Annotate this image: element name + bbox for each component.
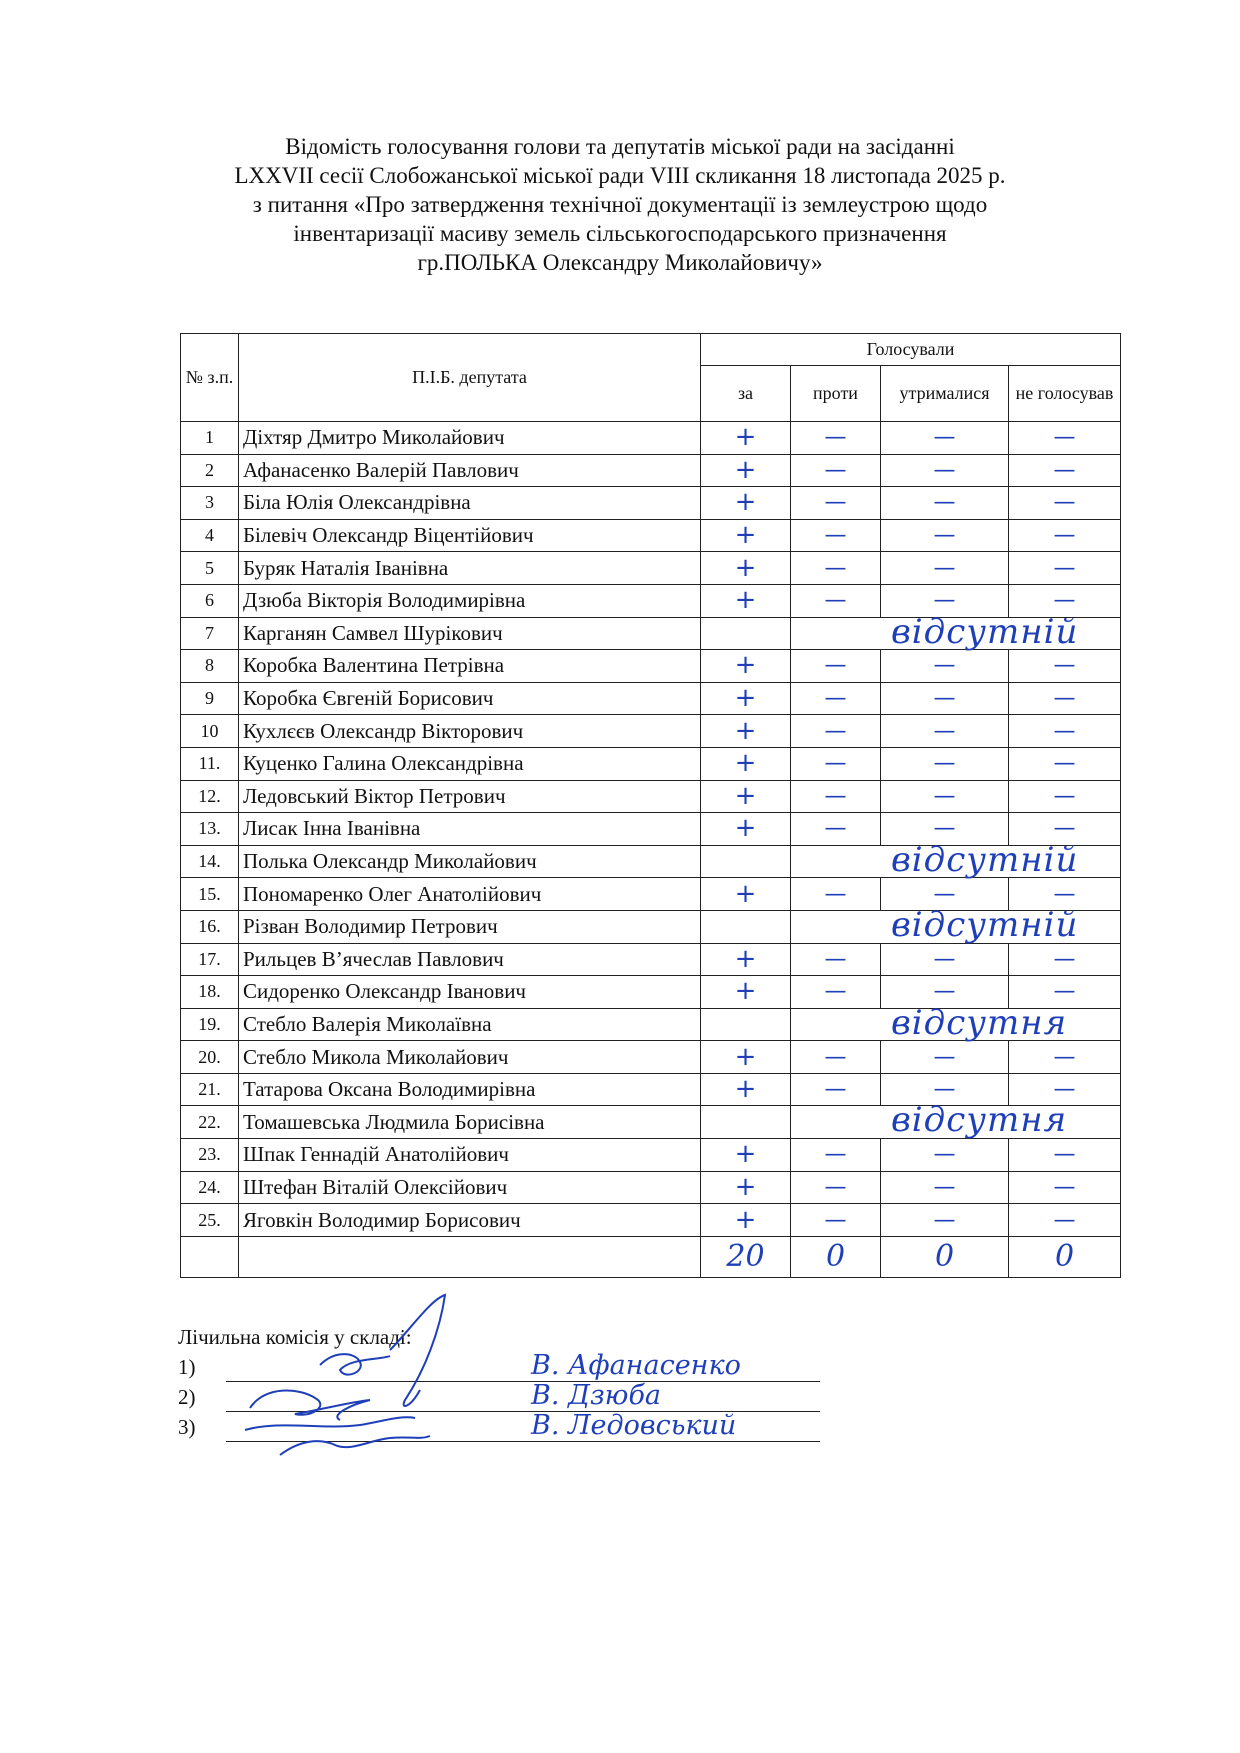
table-row (181, 1204, 1121, 1237)
deputy-name: Татарова Оксана Володимирівна (239, 1073, 701, 1106)
vote-against-cell (791, 584, 881, 617)
row-number: 25. (181, 1204, 239, 1237)
vote-against-mark: — (824, 1142, 847, 1168)
vote-not-voted-cell (1009, 552, 1121, 585)
member-name: В. Афанасенко (531, 1350, 741, 1381)
row-number: 23. (181, 1139, 239, 1172)
deputy-name: Дзюба Вікторія Володимирівна (239, 584, 701, 617)
vote-abstained-mark: — (933, 979, 956, 1005)
vote-not-voted-mark: — (1053, 881, 1076, 907)
vote-abstained-cell (881, 487, 1009, 520)
vote-against-mark: — (824, 686, 847, 712)
vote-against-cell (791, 878, 881, 911)
row-number: 9 (181, 682, 239, 715)
absent-note: відсутня (891, 1100, 1068, 1141)
table-row (181, 910, 1121, 943)
vote-for-mark: + (734, 454, 757, 485)
vote-not-voted-cell (1009, 1204, 1121, 1237)
deputy-name: Стебло Микола Миколайович (239, 1041, 701, 1074)
vote-against-cell (791, 813, 881, 846)
deputy-name: Лисак Інна Іванівна (239, 813, 701, 846)
vote-against-mark: — (824, 588, 847, 614)
total-against: 0 (791, 1236, 881, 1277)
deputy-name: Діхтяр Дмитро Миколайович (239, 422, 701, 455)
vote-abstained-mark: — (933, 1142, 956, 1168)
table-row (181, 422, 1121, 455)
vote-not-voted-mark: — (1053, 1077, 1076, 1103)
vote-against-cell (791, 943, 881, 976)
vote-not-voted-mark: — (1053, 783, 1076, 809)
vote-abstained-cell (881, 1139, 1009, 1172)
total-not-voted: 0 (1009, 1236, 1121, 1277)
vote-abstained-mark: — (933, 653, 956, 679)
table-row (181, 845, 1121, 878)
signature-stroke (250, 1390, 370, 1420)
vote-abstained-cell (881, 682, 1009, 715)
row-number: 19. (181, 1008, 239, 1041)
vote-against-mark: — (824, 979, 847, 1005)
row-number: 5 (181, 552, 239, 585)
vote-against-mark: — (824, 718, 847, 744)
vote-for-cell (701, 780, 791, 813)
row-number: 1 (181, 422, 239, 455)
vote-not-voted-mark: — (1053, 1044, 1076, 1070)
vote-not-voted-mark: — (1053, 1142, 1076, 1168)
vote-not-voted-mark: — (1053, 490, 1076, 516)
deputy-name: Кухлєєв Олександр Вікторович (239, 715, 701, 748)
vote-for-cell (701, 1041, 791, 1074)
absent-cell (791, 611, 1121, 652)
row-number: 7 (181, 617, 239, 650)
member-index: 3) (178, 1415, 196, 1439)
absent-note: відсутній (891, 904, 1079, 945)
vote-abstained-cell (881, 780, 1009, 813)
vote-not-voted-cell (1009, 1041, 1121, 1074)
absent-note: відсутній (891, 611, 1079, 652)
vote-abstained-cell (881, 1041, 1009, 1074)
vote-abstained-mark: — (933, 946, 956, 972)
vote-against-cell (791, 1171, 881, 1204)
vote-for-cell (701, 747, 791, 780)
absent-cell (791, 1002, 1121, 1043)
vote-abstained-cell (881, 943, 1009, 976)
commission-label: Лічильна комісія у складі: (178, 1325, 412, 1349)
vote-for-cell (701, 1008, 791, 1041)
table-row (181, 715, 1121, 748)
vote-for-cell (701, 976, 791, 1009)
row-number: 24. (181, 1171, 239, 1204)
deputy-name: Шпак Геннадій Анатолійович (239, 1139, 701, 1172)
vote-abstained-mark: — (933, 555, 956, 581)
vote-against-mark: — (824, 425, 847, 451)
deputy-name: Біла Юлія Олександрівна (239, 487, 701, 520)
vote-against-mark: — (824, 881, 847, 907)
signature-stroke (245, 1417, 415, 1430)
vote-against-cell (791, 487, 881, 520)
title-line: з питання «Про затвердження технічної документації із землеустрою щодо (252, 192, 988, 217)
deputy-name: Карганян Самвел Шурікович (239, 617, 701, 650)
table-row (181, 487, 1121, 520)
vote-against-mark: — (824, 490, 847, 516)
vote-not-voted-cell (1009, 943, 1121, 976)
vote-abstained-mark: — (933, 490, 956, 516)
vote-for-cell (701, 878, 791, 911)
vote-abstained-mark: — (933, 816, 956, 842)
table-row (181, 1139, 1121, 1172)
row-number: 15. (181, 878, 239, 911)
vote-against-mark: — (824, 555, 847, 581)
vote-not-voted-cell (1009, 650, 1121, 683)
vote-for-mark: + (734, 422, 757, 453)
vote-not-voted-mark: — (1053, 946, 1076, 972)
deputy-name: Полька Олександр Миколайович (239, 845, 701, 878)
header-name: П.І.Б. депутата (239, 334, 701, 422)
vote-for-cell (701, 1073, 791, 1106)
vote-for-mark: + (734, 780, 757, 811)
vote-abstained-mark: — (933, 457, 956, 483)
signature-stroke (320, 1354, 390, 1374)
vote-not-voted-mark: — (1053, 425, 1076, 451)
vote-not-voted-cell (1009, 747, 1121, 780)
vote-for-mark: + (734, 976, 757, 1007)
vote-for-cell (701, 617, 791, 650)
vote-for-mark: + (734, 552, 757, 583)
vote-for-cell (701, 943, 791, 976)
vote-against-mark: — (824, 1174, 847, 1200)
vote-against-cell (791, 747, 881, 780)
vote-not-voted-mark: — (1053, 653, 1076, 679)
table-row (181, 519, 1121, 552)
row-number: 12. (181, 780, 239, 813)
table-row (181, 552, 1121, 585)
vote-against-cell (791, 1041, 881, 1074)
table-row (181, 1171, 1121, 1204)
vote-for-cell (701, 552, 791, 585)
row-number: 10 (181, 715, 239, 748)
vote-abstained-mark: — (933, 523, 956, 549)
deputy-name: Буряк Наталія Іванівна (239, 552, 701, 585)
vote-abstained-cell (881, 1171, 1009, 1204)
vote-not-voted-mark: — (1053, 751, 1076, 777)
vote-not-voted-cell (1009, 682, 1121, 715)
title-line: LXXVII сесії Слобожанської міської ради VIII скликання 18 листопада 2025 р. (234, 163, 1006, 188)
vote-for-mark: + (734, 1139, 757, 1170)
vote-not-voted-mark: — (1053, 588, 1076, 614)
table-row (181, 780, 1121, 813)
row-number: 14. (181, 845, 239, 878)
table-row (181, 1041, 1121, 1074)
vote-against-mark: — (824, 783, 847, 809)
vote-for-mark: + (734, 487, 757, 518)
row-number: 22. (181, 1106, 239, 1139)
table-row (181, 943, 1121, 976)
vote-against-cell (791, 650, 881, 683)
vote-abstained-mark: — (933, 718, 956, 744)
header-against: проти (791, 366, 881, 422)
vote-abstained-cell (881, 650, 1009, 683)
voting-table (180, 333, 1121, 1278)
row-number: 13. (181, 813, 239, 846)
vote-for-cell (701, 715, 791, 748)
row-number: 18. (181, 976, 239, 1009)
deputy-name: Сидоренко Олександр Іванович (239, 976, 701, 1009)
deputy-name: Рильцев В’ячеслав Павлович (239, 943, 701, 976)
vote-for-cell (701, 1139, 791, 1172)
vote-against-cell (791, 715, 881, 748)
vote-not-voted-mark: — (1053, 523, 1076, 549)
table-row (181, 454, 1121, 487)
vote-not-voted-mark: — (1053, 555, 1076, 581)
vote-not-voted-mark: — (1053, 1207, 1076, 1233)
vote-for-cell (701, 813, 791, 846)
vote-for-mark: + (734, 878, 757, 909)
header-for: за (701, 366, 791, 422)
vote-abstained-cell (881, 1204, 1009, 1237)
title-line: гр.ПОЛЬКА Олександру Миколайовичу» (417, 250, 823, 275)
vote-for-mark: + (734, 1074, 757, 1105)
signature-stroke (280, 1436, 430, 1455)
vote-for-mark: + (734, 1171, 757, 1202)
total-abstained: 0 (881, 1236, 1009, 1277)
vote-not-voted-cell (1009, 1139, 1121, 1172)
vote-for-cell (701, 584, 791, 617)
vote-for-cell (701, 422, 791, 455)
vote-not-voted-cell (1009, 454, 1121, 487)
vote-not-voted-cell (1009, 780, 1121, 813)
table-row (181, 747, 1121, 780)
vote-for-cell (701, 682, 791, 715)
totals-num-cell (181, 1236, 239, 1277)
table-row (181, 1106, 1121, 1139)
member-name: В. Ледовський (531, 1410, 737, 1441)
member-index: 2) (178, 1385, 196, 1409)
vote-against-mark: — (824, 523, 847, 549)
vote-abstained-mark: — (933, 1077, 956, 1103)
title-line: інвентаризації масиву земель сільськогосподарського призначення (293, 221, 947, 246)
vote-for-cell (701, 454, 791, 487)
absent-cell (791, 904, 1121, 945)
vote-for-cell (701, 487, 791, 520)
vote-abstained-cell (881, 715, 1009, 748)
header-num: № з.п. (181, 334, 239, 422)
total-for: 20 (701, 1236, 791, 1277)
absent-note: відсутня (891, 1002, 1068, 1043)
vote-not-voted-mark: — (1053, 1174, 1076, 1200)
vote-against-mark: — (824, 1044, 847, 1070)
vote-not-voted-mark: — (1053, 816, 1076, 842)
row-number: 21. (181, 1073, 239, 1106)
vote-against-cell (791, 422, 881, 455)
vote-against-cell (791, 552, 881, 585)
deputy-name: Білевіч Олександр Віцентійович (239, 519, 701, 552)
vote-for-mark: + (734, 520, 757, 551)
table-row (181, 617, 1121, 650)
vote-not-voted-cell (1009, 715, 1121, 748)
deputy-name: Коробка Валентина Петрівна (239, 650, 701, 683)
vote-for-cell (701, 519, 791, 552)
vote-for-mark: + (734, 1204, 757, 1235)
vote-for-mark: + (734, 650, 757, 681)
vote-against-mark: — (824, 751, 847, 777)
deputy-name: Афанасенко Валерій Павлович (239, 454, 701, 487)
vote-not-voted-cell (1009, 519, 1121, 552)
vote-for-mark: + (734, 813, 757, 844)
document-title (170, 132, 1070, 277)
vote-abstained-cell (881, 747, 1009, 780)
vote-against-cell (791, 519, 881, 552)
absent-cell (791, 1100, 1121, 1141)
deputy-name: Томашевська Людмила Борисівна (239, 1106, 701, 1139)
vote-for-cell (701, 650, 791, 683)
row-number: 11. (181, 747, 239, 780)
handwritten-signatures (240, 1290, 540, 1470)
row-number: 8 (181, 650, 239, 683)
vote-for-mark: + (734, 585, 757, 616)
vote-not-voted-cell (1009, 1171, 1121, 1204)
vote-not-voted-cell (1009, 487, 1121, 520)
table-row (181, 1008, 1121, 1041)
header-not-voted: не голосував (1009, 366, 1121, 422)
vote-abstained-mark: — (933, 1174, 956, 1200)
header-abstained: утрималися (881, 366, 1009, 422)
vote-for-cell (701, 1204, 791, 1237)
deputy-name: Коробка Євгеній Борисович (239, 682, 701, 715)
row-number: 4 (181, 519, 239, 552)
vote-against-mark: — (824, 946, 847, 972)
row-number: 17. (181, 943, 239, 976)
vote-not-voted-mark: — (1053, 979, 1076, 1005)
deputy-name: Стебло Валерія Миколаївна (239, 1008, 701, 1041)
vote-abstained-cell (881, 454, 1009, 487)
vote-abstained-cell (881, 519, 1009, 552)
header-voted: Голосували (701, 334, 1121, 366)
absent-cell (791, 839, 1121, 880)
deputy-name: Штефан Віталій Олексійович (239, 1171, 701, 1204)
signature-stroke (390, 1295, 445, 1406)
row-number: 3 (181, 487, 239, 520)
vote-against-cell (791, 976, 881, 1009)
vote-against-cell (791, 780, 881, 813)
totals-row (181, 1236, 1121, 1277)
row-number: 20. (181, 1041, 239, 1074)
vote-against-cell (791, 454, 881, 487)
table-row (181, 682, 1121, 715)
vote-not-voted-mark: — (1053, 718, 1076, 744)
vote-for-cell (701, 845, 791, 878)
vote-for-cell (701, 910, 791, 943)
vote-for-mark: + (734, 683, 757, 714)
vote-for-mark: + (734, 1041, 757, 1072)
member-index: 1) (178, 1355, 196, 1379)
vote-abstained-mark: — (933, 1207, 956, 1233)
vote-abstained-mark: — (933, 686, 956, 712)
vote-for-cell (701, 1106, 791, 1139)
row-number: 16. (181, 910, 239, 943)
vote-not-voted-mark: — (1053, 686, 1076, 712)
vote-abstained-mark: — (933, 1044, 956, 1070)
vote-for-cell (701, 1171, 791, 1204)
deputy-name: Пономаренко Олег Анатолійович (239, 878, 701, 911)
title-line: Відомість голосування голови та депутатів міської ради на засіданні (285, 134, 955, 159)
row-number: 2 (181, 454, 239, 487)
vote-for-mark: + (734, 943, 757, 974)
vote-not-voted-mark: — (1053, 457, 1076, 483)
vote-abstained-mark: — (933, 783, 956, 809)
table-row (181, 650, 1121, 683)
table-body (181, 422, 1121, 1237)
row-number: 6 (181, 584, 239, 617)
vote-against-cell (791, 1139, 881, 1172)
vote-abstained-mark: — (933, 425, 956, 451)
vote-against-mark: — (824, 457, 847, 483)
vote-not-voted-cell (1009, 422, 1121, 455)
deputy-name: Ледовський Віктор Петрович (239, 780, 701, 813)
vote-against-cell (791, 1204, 881, 1237)
deputy-name: Різван Володимир Петрович (239, 910, 701, 943)
deputy-name: Яговкін Володимир Борисович (239, 1204, 701, 1237)
vote-abstained-mark: — (933, 881, 956, 907)
vote-abstained-cell (881, 422, 1009, 455)
vote-abstained-mark: — (933, 751, 956, 777)
vote-for-mark: + (734, 748, 757, 779)
vote-against-mark: — (824, 653, 847, 679)
deputy-name: Куценко Галина Олександрівна (239, 747, 701, 780)
vote-against-cell (791, 1073, 881, 1106)
vote-against-cell (791, 682, 881, 715)
vote-against-mark: — (824, 1207, 847, 1233)
absent-note: відсутній (891, 839, 1079, 880)
totals-name-cell (239, 1236, 701, 1277)
vote-abstained-mark: — (933, 588, 956, 614)
member-name: В. Дзюба (531, 1380, 662, 1411)
vote-for-mark: + (734, 715, 757, 746)
vote-against-mark: — (824, 1077, 847, 1103)
vote-abstained-cell (881, 552, 1009, 585)
vote-against-mark: — (824, 816, 847, 842)
